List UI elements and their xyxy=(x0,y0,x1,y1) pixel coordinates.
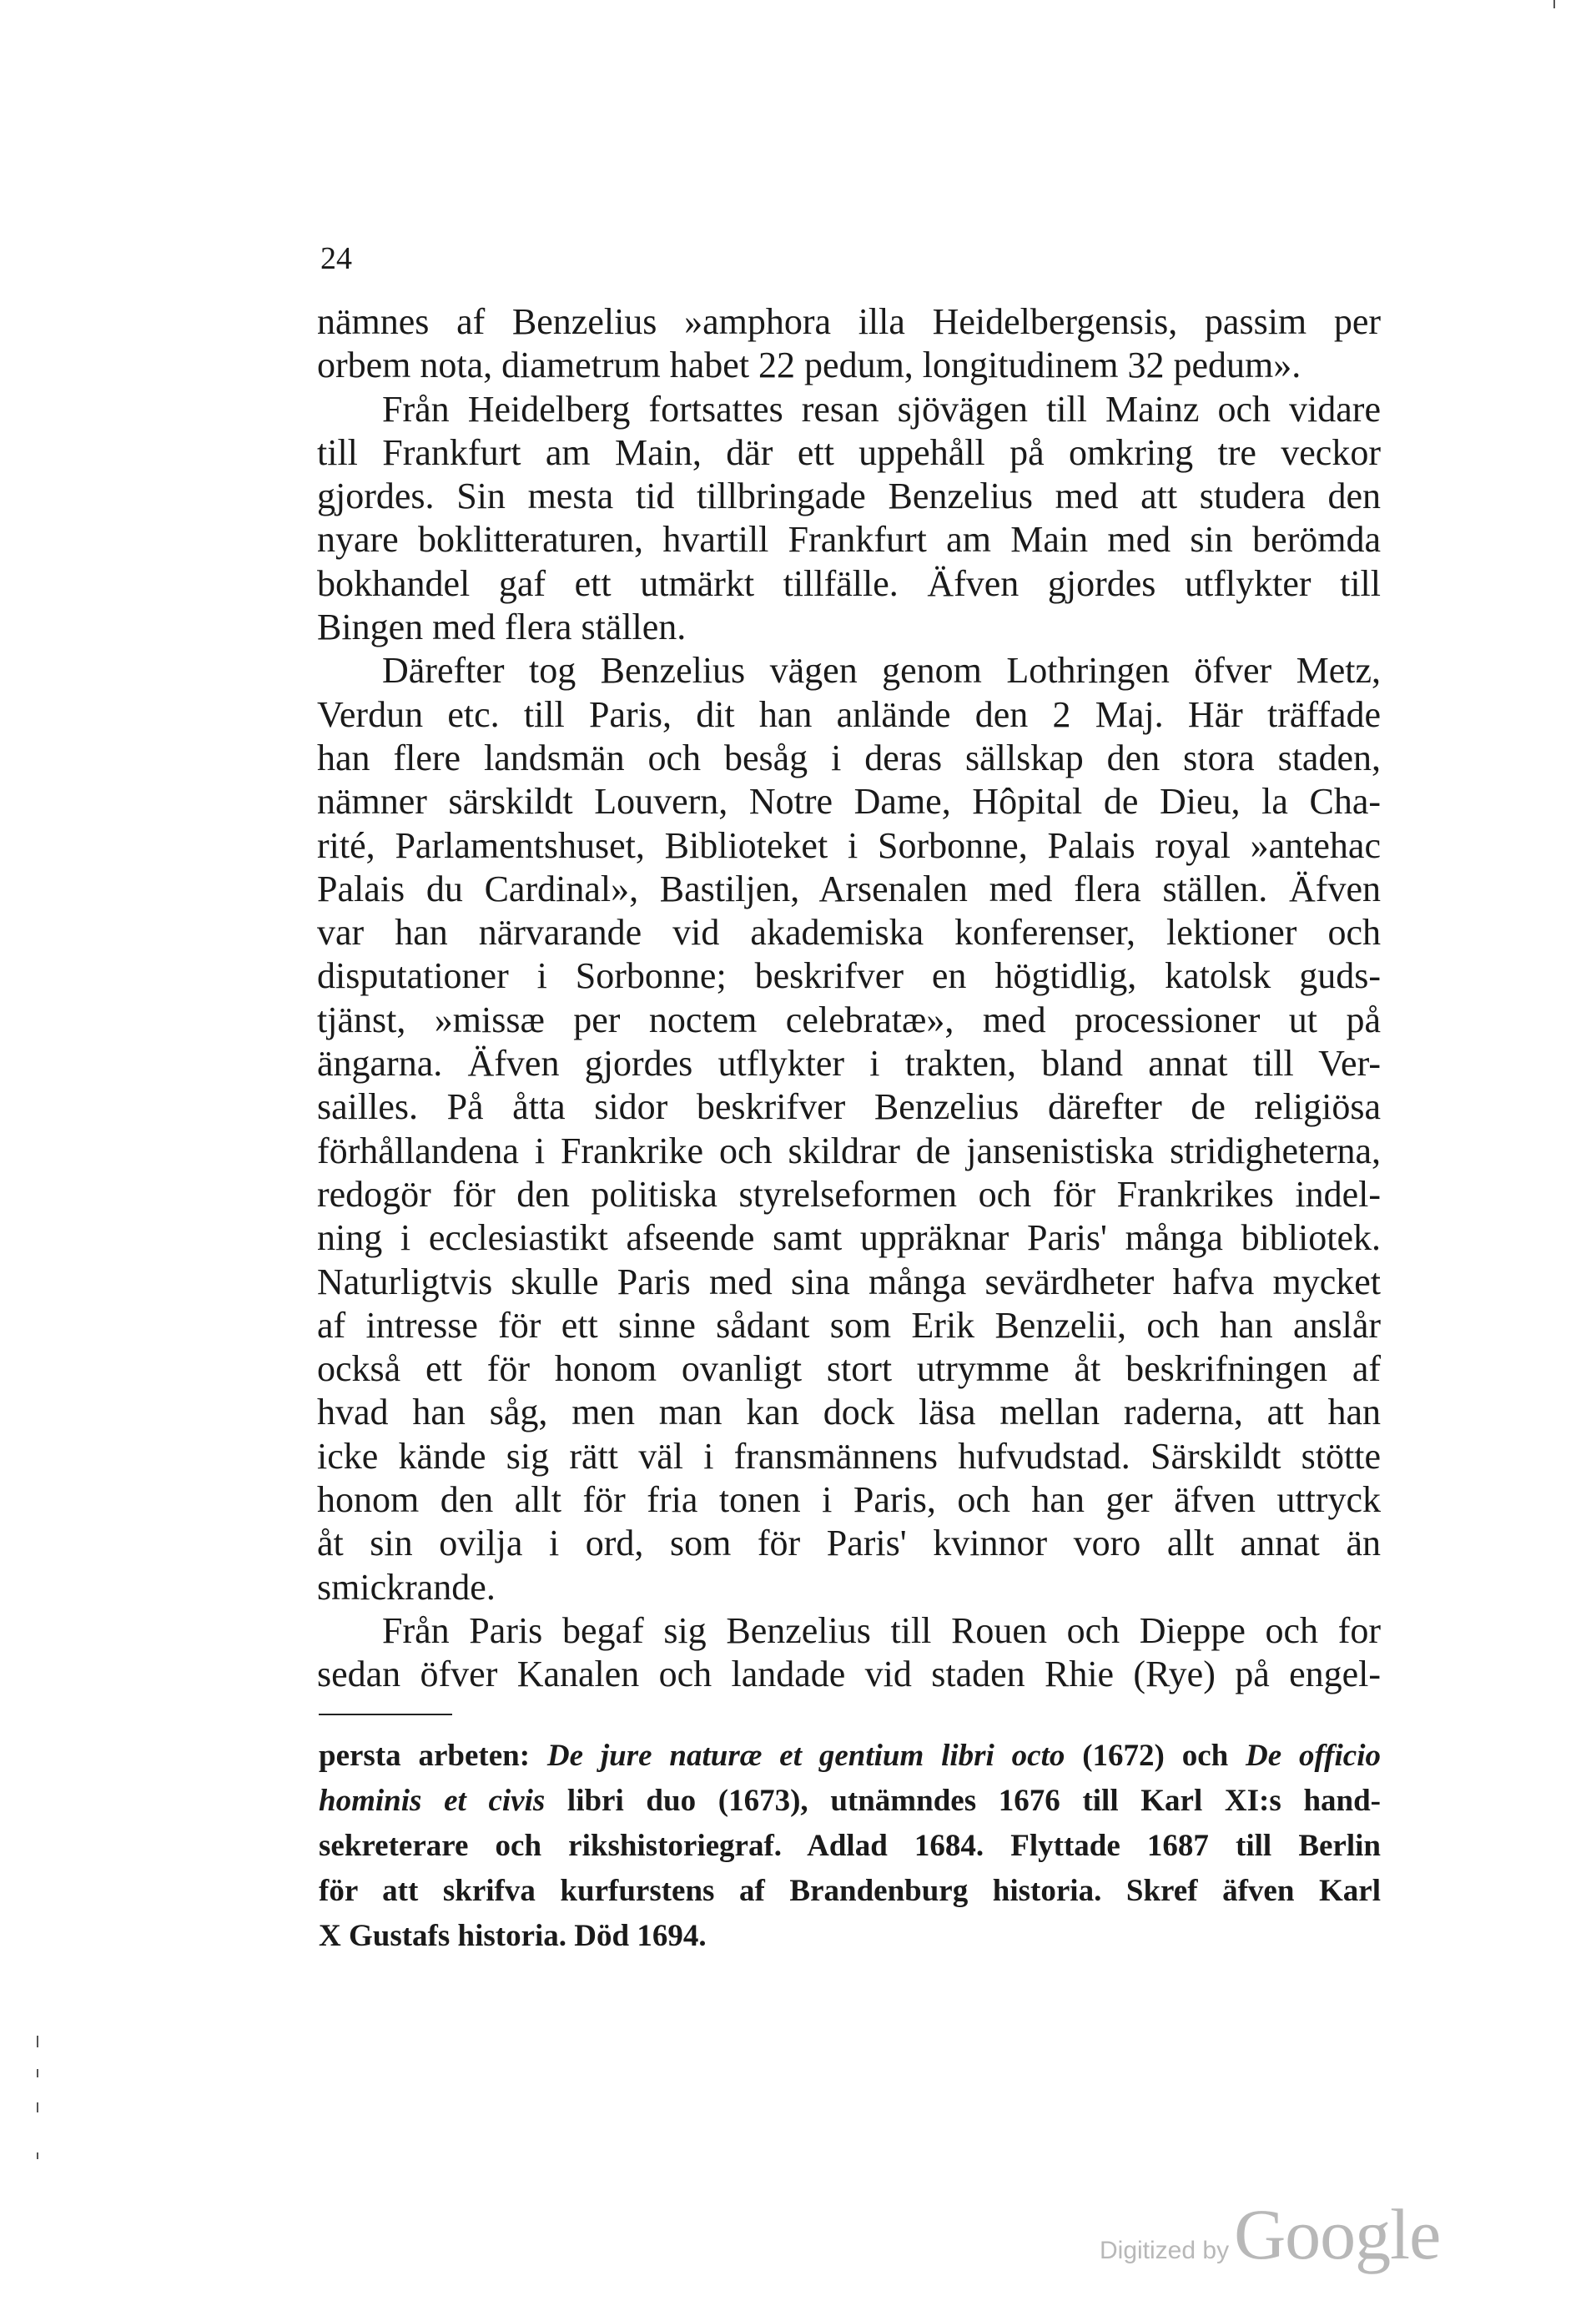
text-line: icke kände sig rätt väl i fransmännens hufvudstad. Särskildt stötte xyxy=(317,1435,1381,1477)
footnote-text: för att skrifva kurfurstens af Brandenburg historia. Skref äfven Karl xyxy=(319,1874,1381,1908)
text-line: rité, Parlamentshuset, Biblioteket i Sorbonne, Palais royal »antehac xyxy=(317,824,1381,866)
text-line: gjordes. Sin mesta tid tillbringade Benzelius med att studera den xyxy=(317,476,1381,517)
text-line: till Frankfurt am Main, där ett uppehåll på omkring tre veckor xyxy=(317,431,1381,473)
text-line: ning i ecclesiastikt afseende samt uppräknar Paris' många bibliotek. xyxy=(317,1217,1381,1259)
text-line: nyare boklitteraturen, hvartill Frankfurt am Main med sin berömda xyxy=(317,519,1381,561)
footnote-text: libri duo (1673), utnämndes 1676 till Karl XI:s hand- xyxy=(545,1784,1381,1818)
footnote-title-italic: hominis et civis xyxy=(319,1784,546,1818)
text-line: Därefter tog Benzelius vägen genom Lothringen öfver Metz, xyxy=(382,650,1381,692)
footnote-title-italic: De officio xyxy=(1246,1739,1381,1773)
text-line: nämner särskildt Louvern, Notre Dame, Hôpital de Dieu, la Cha- xyxy=(317,781,1381,823)
text-line: förhållandena i Frankrike och skildrar de jansenistiska stridigheterna, xyxy=(317,1130,1381,1171)
watermark-prefix: Digitized by xyxy=(1100,2237,1230,2264)
text-line: sailles. På åtta sidor beskrifver Benzelius därefter de religiösa xyxy=(317,1086,1381,1128)
footnote-line xyxy=(319,1914,1381,1959)
text-line: sedan öfver Kanalen och landade vid staden Rhie (Rye) på engel- xyxy=(317,1654,1381,1695)
text-line: bokhandel gaf ett utmärkt tillfälle. Äfven gjordes utflykter till xyxy=(317,562,1381,604)
footnote-text: (1672) och xyxy=(1065,1739,1246,1773)
scan-speck xyxy=(37,2036,38,2047)
footnote-title-italic: De jure naturæ et gentium libri octo xyxy=(546,1739,1065,1773)
footnote-line xyxy=(319,1869,1381,1914)
digitized-by-watermark xyxy=(1100,2193,1440,2276)
google-logo: Google xyxy=(1234,2194,1441,2274)
text-line: smickrande. xyxy=(317,1566,496,1608)
footnote-text: persta arbeten: xyxy=(319,1739,547,1773)
page-number: 24 xyxy=(320,241,352,276)
text-line: redogör för den politiska styrelseformen och för Frankrikes indel- xyxy=(317,1173,1381,1215)
text-line: disputationer i Sorbonne; beskrifver en högtidlig, katolsk guds- xyxy=(317,955,1381,997)
text-line: ängarna. Äfven gjordes utflykter i trakten, bland annat till Ver- xyxy=(317,1043,1381,1085)
footnote-line xyxy=(319,1779,1381,1824)
text-line: orbem nota, diametrum habet 22 pedum, longitudinem 32 pedum». xyxy=(317,345,1301,386)
text-line: också ett för honom ovanligt stort utrymme åt beskrifningen af xyxy=(317,1348,1381,1390)
scan-speck xyxy=(37,2152,38,2159)
text-line: Från Heidelberg fortsattes resan sjövägen till Mainz och vidare xyxy=(382,388,1381,430)
text-line: var han närvarande vid akademiska konferenser, lektioner och xyxy=(317,912,1381,954)
text-line: Från Paris begaf sig Benzelius till Rouen och Dieppe och for xyxy=(382,1609,1381,1651)
text-line: Naturligtvis skulle Paris med sina många sevärdheter hafva mycket xyxy=(317,1261,1381,1302)
text-line: hvad han såg, men man kan dock läsa mellan raderna, att han xyxy=(317,1392,1381,1433)
scan-speck xyxy=(1553,0,1555,8)
footnote-rule xyxy=(319,1714,452,1715)
text-line: åt sin ovilja i ord, som för Paris' kvinnor voro allt annat än xyxy=(317,1523,1381,1564)
text-line: Verdun etc. till Paris, dit han anlände den 2 Maj. Här träffade xyxy=(317,693,1381,735)
text-line: af intresse för ett sinne sådant som Erik Benzelii, och han anslår xyxy=(317,1304,1381,1346)
scan-speck xyxy=(37,2069,38,2077)
footnote-line xyxy=(319,1824,1381,1869)
footnote-text: X Gustafs historia. Död 1694. xyxy=(319,1919,707,1953)
footnote-text: sekreterare och rikshistoriegraf. Adlad 1684. Flyttade 1687 till Berlin xyxy=(319,1829,1381,1863)
body-text xyxy=(317,300,1381,1697)
text-line: Bingen med flera ställen. xyxy=(317,607,687,648)
text-line: honom den allt för fria tonen i Paris, och han ger äfven uttryck xyxy=(317,1479,1381,1521)
footnote-line xyxy=(319,1734,1381,1779)
text-line: nämnes af Benzelius »amphora illa Heidelbergensis, passim per xyxy=(317,301,1381,342)
text-line: han flere landsmän och besåg i deras sällskap den stora staden, xyxy=(317,737,1381,778)
text-line: Palais du Cardinal», Bastiljen, Arsenalen med flera ställen. Äfven xyxy=(317,868,1381,909)
text-line: tjänst, »missæ per noctem celebratæ», med processioner ut på xyxy=(317,999,1381,1040)
footnote xyxy=(319,1734,1381,1959)
scan-speck xyxy=(37,2102,38,2112)
